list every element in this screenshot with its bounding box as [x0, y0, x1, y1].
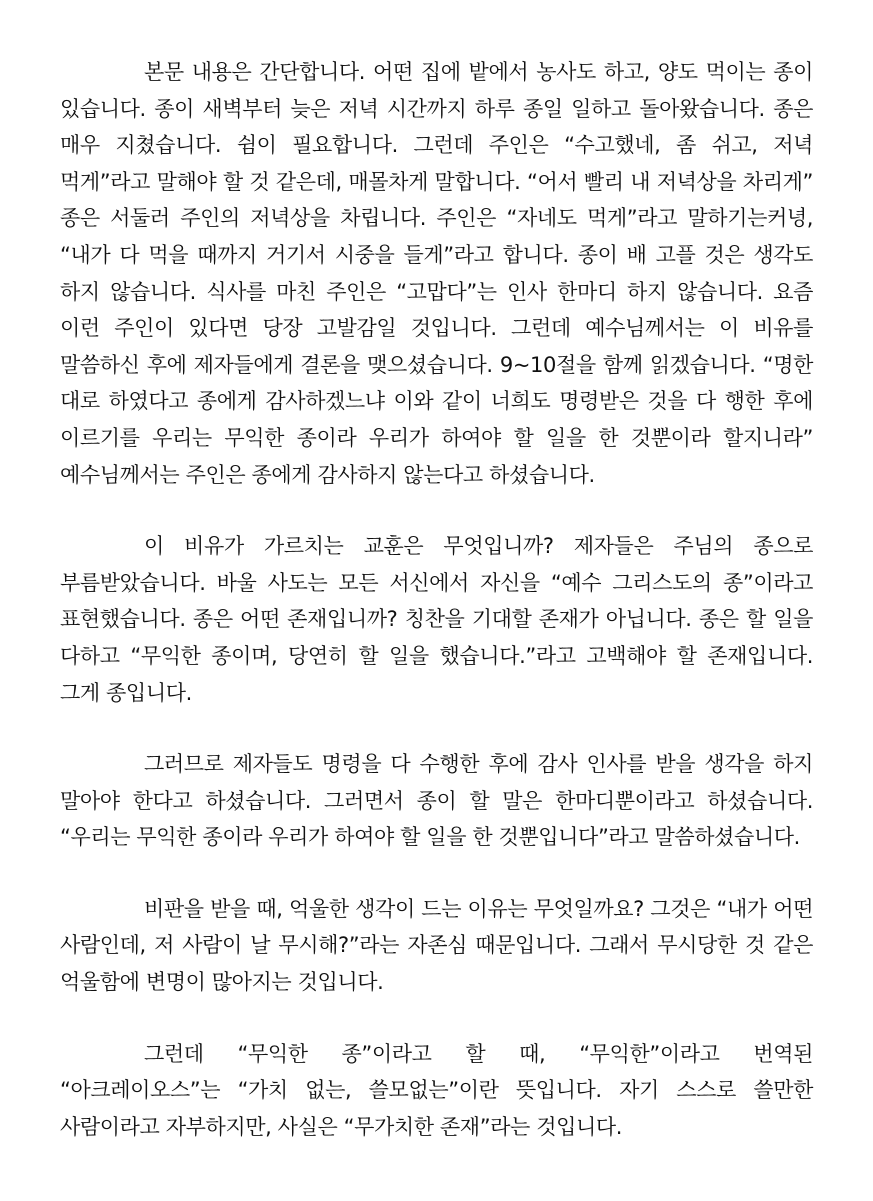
- paragraph-2: 이 비유가 가르치는 교훈은 무엇입니까? 제자들은 주님의 종으로 부름받았습니다. 바울 사도는 모든 서신에서 자신을 “예수 그리스도의 종”이라고 표현했습니다. 종은 어떤 존재입니까? 칭찬을 기대할 존재가 아닙니다. 종은 할 일을 다하고 “무익한 종이며, 당연히 할 일을 했습니다.”라고 고백해야 할 존재입니다. 그게 종입니다.: [60, 534, 813, 705]
- paragraph-1: 본문 내용은 간단합니다. 어떤 집에 밭에서 농사도 하고, 양도 먹이는 종이 있습니다. 종이 새벽부터 늦은 저녁 시간까지 하루 종일 일하고 돌아왔습니다. 종은 매우 지쳤습니다. 쉼이 필요합니다. 그런데 주인은 “수고했네, 좀 쉬고, 저녁 먹게”라고 말해야 할 것 같은데, 매몰차게 말합니다. “어서 빨리 내 저녁상을 차리게” 종은 서둘러 주인의 저녁상을 차립니다. 주인은 “자네도 먹게”라고 말하기는커녕, “내가 다 먹을 때까지 거기서 시중을 들게”라고 합니다. 종이 배 고플 것은 생각도 하지 않습니다. 식사를 마친 주인은 “고맙다”는 인사 한마디 하지 않습니다. 요즘 이런 주인이 있다면 당장 고발감일 것입니다. 그런데 예수님께서는 이 비유를 말씀하신 후에 제자들에게 결론을 맺으셨습니다. 9~10절을 함께 읽겠습니다. “명한 대로 하였다고 종에게 감사하겠느냐 이와 같이 너희도 명령받은 것을 다 행한 후에 이르기를 우리는 무익한 종이라 우리가 하여야 할 일을 한 것뿐이라 할지니라” 예수님께서는 주인은 종에게 감사하지 않는다고 하셨습니다.: [60, 60, 813, 487]
- paragraph-3: 그러므로 제자들도 명령을 다 수행한 후에 감사 인사를 받을 생각을 하지 말아야 한다고 하셨습니다. 그러면서 종이 할 말은 한마디뿐이라고 하셨습니다. “우리는 무익한 종이라 우리가 하여야 할 일을 한 것뿐입니다”라고 말씀하셨습니다.: [60, 752, 813, 850]
- paragraph-4: 비판을 받을 때, 억울한 생각이 드는 이유는 무엇일까요? 그것은 “내가 어떤 사람인데, 저 사람이 날 무시해?”라는 자존심 때문입니다. 그래서 무시당한 것 같은 억울함에 변명이 많아지는 것입니다.: [60, 896, 813, 995]
- document-body: [60, 54, 813, 1145]
- paragraph-5: 그런데 “무익한 종”이라고 할 때, “무익한”이라고 번역된 “아크레이오스”는 “가치 없는, 쓸모없는”이란 뜻입니다. 자기 스스로 쓸만한 사람이라고 자부하지만, 사실은 “무가치한 존재”라는 것입니다.: [60, 1041, 813, 1139]
